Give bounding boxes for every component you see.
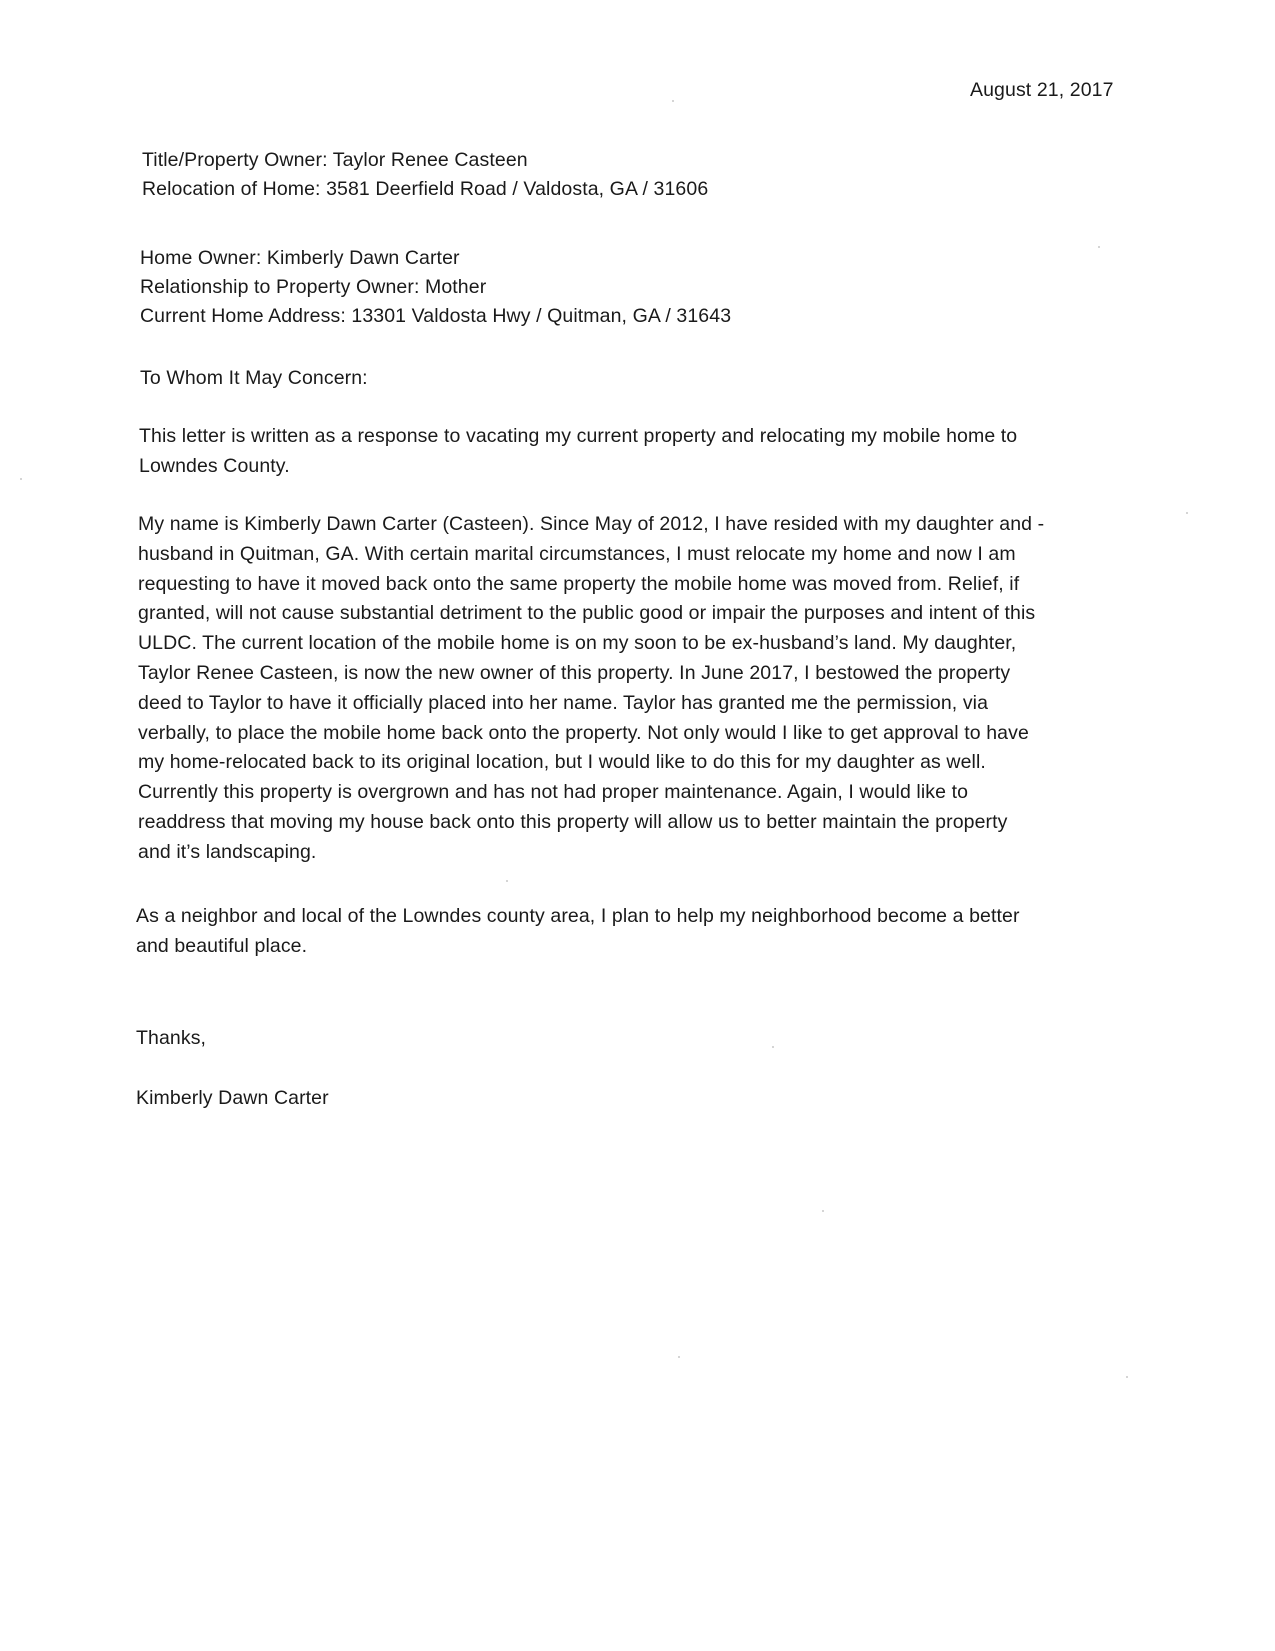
- paragraph-line: My name is Kimberly Dawn Carter (Casteen). Since May of 2012, I have resided with my daughter and -: [138, 513, 1045, 535]
- paragraph-line: This letter is written as a response to vacating my current property and relocating my mobile home to: [139, 425, 1018, 447]
- paragraph-line: and beautiful place.: [136, 934, 308, 957]
- paragraph-line: my home-relocated back to its original location, but I would like to do this for my daughter as well.: [138, 751, 986, 774]
- paragraph-line: requesting to have it moved back onto the same property the mobile home was moved from. Relief, if: [138, 572, 1020, 595]
- property-owner-line: Title/Property Owner: Taylor Renee Casteen: [142, 149, 528, 171]
- paragraph-line: verbally, to place the mobile home back onto the property. Not only would I like to get approval to have: [138, 721, 1029, 744]
- home-owner-line: Home Owner: Kimberly Dawn Carter: [140, 247, 460, 269]
- letter-date: August 21, 2017: [970, 79, 1114, 101]
- scan-speck: [20, 478, 22, 480]
- scan-speck: [1186, 512, 1188, 514]
- paragraph-line: and it’s landscaping.: [138, 840, 317, 863]
- paragraph-line: readdress that moving my house back onto this property will allow us to better maintain the property: [138, 810, 1008, 833]
- property-header: [142, 146, 708, 204]
- scan-speck: [678, 1356, 680, 1358]
- paragraph-line: Lowndes County.: [139, 454, 290, 477]
- paragraph-line: granted, will not cause substantial detriment to the public good or impair the purposes and intent of this: [138, 602, 1036, 625]
- body-paragraph-3: [136, 902, 1020, 962]
- salutation: To Whom It May Concern:: [140, 367, 368, 389]
- paragraph-line: husband in Quitman, GA. With certain marital circumstances, I must relocate my home and now I am: [138, 542, 1016, 565]
- scan-speck: [672, 100, 674, 102]
- body-paragraph-1: [139, 422, 1017, 482]
- relationship-line: Relationship to Property Owner: Mother: [140, 276, 487, 298]
- scan-speck: [1098, 246, 1100, 248]
- relocation-address-line: Relocation of Home: 3581 Deerfield Road / Valdosta, GA / 31606: [142, 178, 709, 200]
- scan-speck: [506, 880, 508, 882]
- paragraph-line: Taylor Renee Casteen, is now the new owner of this property. In June 2017, I bestowed the property: [138, 661, 1011, 684]
- paragraph-line: Currently this property is overgrown and has not had proper maintenance. Again, I would like to: [138, 781, 969, 804]
- paragraph-line: As a neighbor and local of the Lowndes county area, I plan to help my neighborhood become a better: [136, 905, 1020, 927]
- current-address-line: Current Home Address: 13301 Valdosta Hwy / Quitman, GA / 31643: [140, 305, 732, 327]
- paragraph-line: deed to Taylor to have it officially placed into her name. Taylor has granted me the permission, via: [138, 691, 989, 714]
- signature-name: Kimberly Dawn Carter: [136, 1087, 329, 1109]
- home-owner-info: [140, 244, 731, 331]
- scan-speck: [822, 1210, 824, 1212]
- scan-speck: [1126, 1376, 1128, 1378]
- scan-speck: [772, 1046, 774, 1048]
- closing: Thanks,: [136, 1027, 207, 1049]
- paragraph-line: ULDC. The current location of the mobile home is on my soon to be ex-husband’s land. My daughter,: [138, 632, 1017, 655]
- body-paragraph-2: [138, 510, 1044, 868]
